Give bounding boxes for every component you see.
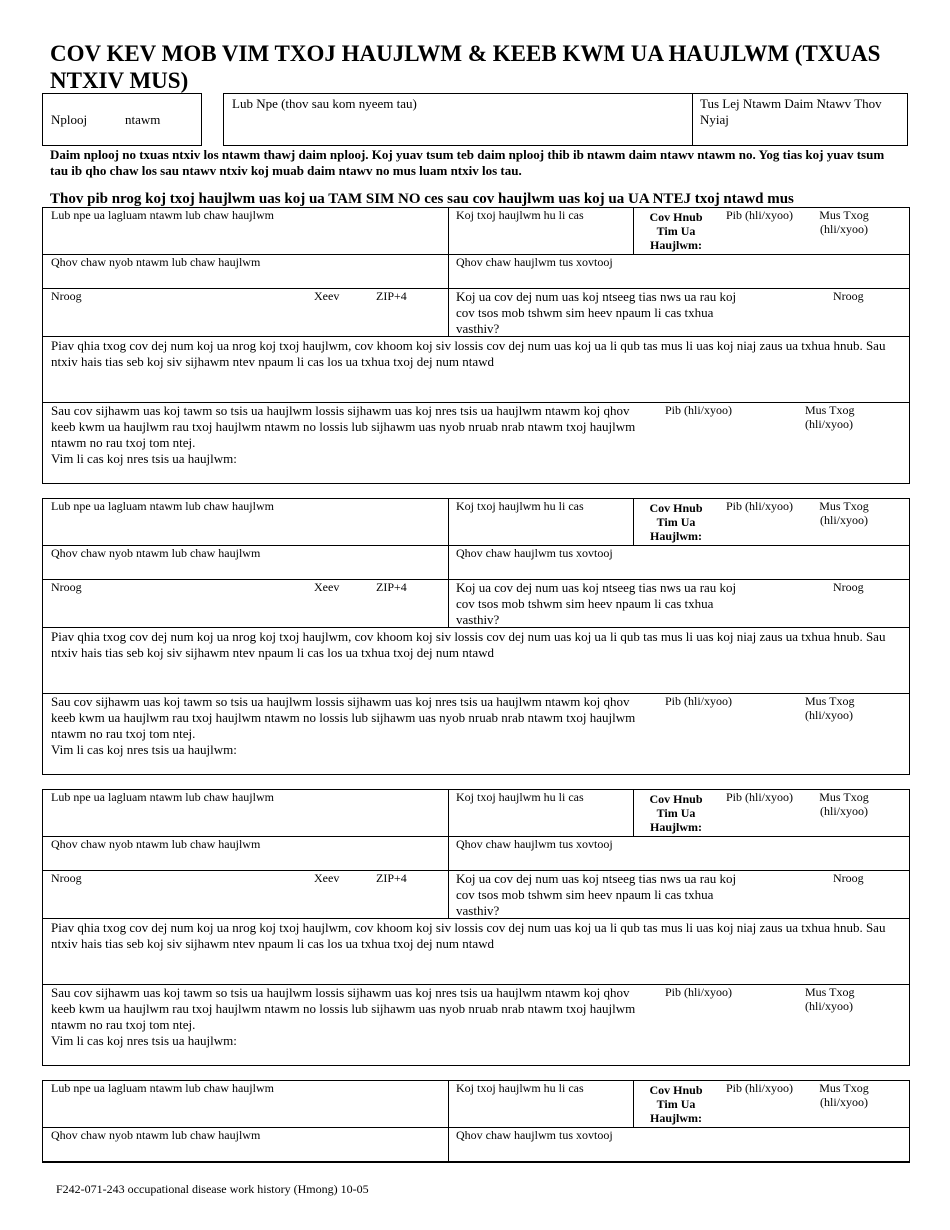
job-title-field[interactable]: Koj txoj haujlwm hu li cas [456, 499, 584, 513]
page-of-label: ntawm [125, 112, 161, 127]
exposure-city-field[interactable]: Nroog [833, 871, 864, 885]
state-field[interactable]: Xeev [314, 580, 340, 594]
name-label: Lub Npe (thov sau kom nyeem tau) [232, 96, 417, 111]
exposure-frequency-question[interactable]: Koj ua cov dej num uas koj ntseeg tias nws ua rau koj cov tsos mob tshwm sim heev npaum li cas txhua vasthiv? [456, 289, 737, 336]
work-gap-question[interactable]: Sau cov sijhawm uas koj tawm so tsis ua haujlwm lossis sijhawm uas koj nres tsis ua haujlwm ntawm koj qhov keeb kwm ua haujlwm rau txoj haujlwm ntawm no lossis lub sijhawm uas nyob nruab nrab ntawm txoj haujlwm ntawm no rau txoj tom ntej. [51, 694, 636, 741]
job-title-field[interactable]: Koj txoj haujlwm hu li cas [456, 208, 584, 222]
work-gap-question[interactable]: Sau cov sijhawm uas koj tawm so tsis ua haujlwm lossis sijhawm uas koj nres tsis ua haujlwm ntawm koj qhov keeb kwm ua haujlwm rau txoj haujlwm ntawm no lossis lub sijhawm uas nyob nruab nrab ntawm txoj haujlwm ntawm no rau txoj tom ntej. [51, 985, 636, 1032]
work-dates-label: Cov Hnub Tim Ua Haujlwm: [649, 210, 703, 252]
employer-name-field[interactable]: Lub npe ua lagluam ntawm lub chaw haujlwm [51, 499, 274, 513]
city-field[interactable]: Nroog [51, 580, 82, 594]
work-gap-reason-field[interactable]: Vim li cas koj nres tsis ua haujlwm: [51, 1033, 237, 1048]
exposure-frequency-question[interactable]: Koj ua cov dej num uas koj ntseeg tias nws ua rau koj cov tsos mob tshwm sim heev npaum li cas txhua vasthiv? [456, 871, 737, 918]
gap-start-field[interactable]: Pib (hli/xyoo) [665, 694, 733, 708]
job-duties-field[interactable]: Piav qhia txog cov dej num koj ua nrog koj txoj haujlwm, cov khoom koj siv lossis cov dej num uas koj ua li qub tas mus li uas koj niaj zaus ua txhua hnub. Sau ntxiv hais tias seb koj siv sijhawm ntev npaum li cas los ua txhua txoj dej num ntawd [51, 629, 886, 660]
employer-name-field[interactable]: Lub npe ua lagluam ntawm lub chaw haujlwm [51, 790, 274, 804]
end-date-field[interactable]: Mus Txog (hli/xyoo) [819, 208, 869, 236]
employer-address-field[interactable]: Qhov chaw nyob ntawm lub chaw haujlwm [51, 546, 261, 560]
column-divider [633, 208, 634, 254]
gap-end-field[interactable]: Mus Txog (hli/xyoo) [805, 985, 855, 1013]
start-date-field[interactable]: Pib (hli/xyoo) [726, 499, 794, 513]
job-entry-3 [42, 789, 910, 1066]
start-date-field[interactable]: Pib (hli/xyoo) [726, 790, 794, 804]
work-gap-reason-field[interactable]: Vim li cas koj nres tsis ua haujlwm: [51, 742, 237, 757]
exposure-frequency-question[interactable]: Koj ua cov dej num uas koj ntseeg tias nws ua rau koj cov tsos mob tshwm sim heev npaum li cas txhua vasthiv? [456, 580, 737, 627]
claim-number-label: Tus Lej Ntawm Daim Ntawv Thov Nyiaj [700, 96, 882, 127]
start-date-field[interactable]: Pib (hli/xyoo) [726, 208, 794, 222]
column-divider [448, 208, 449, 336]
job-title-field[interactable]: Koj txoj haujlwm hu li cas [456, 1081, 584, 1095]
end-date-field[interactable]: Mus Txog (hli/xyoo) [819, 1081, 869, 1109]
gap-end-field[interactable]: Mus Txog (hli/xyoo) [805, 694, 855, 722]
job-entry-4 [42, 1080, 910, 1163]
work-dates-label: Cov Hnub Tim Ua Haujlwm: [649, 1083, 703, 1125]
employer-phone-field[interactable]: Qhov chaw haujlwm tus xovtooj [456, 1128, 613, 1142]
job-entry-1 [42, 207, 910, 484]
section-heading: Thov pib nrog koj txoj haujlwm uas koj ua TAM SIM NO ces sau cov haujlwm uas koj ua UA NTEJ txoj ntawd mus [50, 191, 794, 207]
page-label: Nplooj [51, 112, 88, 127]
job-entry-2 [42, 498, 910, 775]
column-divider [633, 1081, 634, 1127]
state-field[interactable]: Xeev [314, 289, 340, 303]
work-dates-label: Cov Hnub Tim Ua Haujlwm: [649, 792, 703, 834]
exposure-city-field[interactable]: Nroog [833, 289, 864, 303]
job-title-field[interactable]: Koj txoj haujlwm hu li cas [456, 790, 584, 804]
gap-end-field[interactable]: Mus Txog (hli/xyoo) [805, 403, 855, 431]
zip-field[interactable]: ZIP+4 [376, 289, 407, 303]
work-gap-reason-field[interactable]: Vim li cas koj nres tsis ua haujlwm: [51, 451, 237, 466]
form-footer: F242-071-243 occupational disease work history (Hmong) 10-05 [56, 1182, 369, 1196]
work-dates-label: Cov Hnub Tim Ua Haujlwm: [649, 501, 703, 543]
name-box[interactable] [223, 93, 693, 146]
end-date-field[interactable]: Mus Txog (hli/xyoo) [819, 499, 869, 527]
zip-field[interactable]: ZIP+4 [376, 871, 407, 885]
exposure-city-field[interactable]: Nroog [833, 580, 864, 594]
column-divider [633, 790, 634, 836]
column-divider [448, 1081, 449, 1163]
claim-number-box[interactable] [692, 93, 908, 146]
page-number-box[interactable] [42, 93, 202, 146]
gap-start-field[interactable]: Pib (hli/xyoo) [665, 403, 733, 417]
employer-phone-field[interactable]: Qhov chaw haujlwm tus xovtooj [456, 546, 613, 560]
zip-field[interactable]: ZIP+4 [376, 580, 407, 594]
gap-start-field[interactable]: Pib (hli/xyoo) [665, 985, 733, 999]
form-title: COV KEV MOB VIM TXOJ HAUJLWM & KEEB KWM UA HAUJLWM (TXUAS NTXIV MUS) [50, 41, 881, 93]
employer-address-field[interactable]: Qhov chaw nyob ntawm lub chaw haujlwm [51, 255, 261, 269]
employer-phone-field[interactable]: Qhov chaw haujlwm tus xovtooj [456, 837, 613, 851]
employer-phone-field[interactable]: Qhov chaw haujlwm tus xovtooj [456, 255, 613, 269]
employer-name-field[interactable]: Lub npe ua lagluam ntawm lub chaw haujlwm [51, 208, 274, 222]
city-field[interactable]: Nroog [51, 871, 82, 885]
start-date-field[interactable]: Pib (hli/xyoo) [726, 1081, 794, 1095]
row-divider [43, 1161, 909, 1162]
column-divider [633, 499, 634, 545]
end-date-field[interactable]: Mus Txog (hli/xyoo) [819, 790, 869, 818]
job-duties-field[interactable]: Piav qhia txog cov dej num koj ua nrog koj txoj haujlwm, cov khoom koj siv lossis cov dej num uas koj ua li qub tas mus li uas koj niaj zaus ua txhua hnub. Sau ntxiv hais tias seb koj siv sijhawm ntev npaum li cas los ua txhua txoj dej num ntawd [51, 920, 886, 951]
employer-address-field[interactable]: Qhov chaw nyob ntawm lub chaw haujlwm [51, 1128, 261, 1142]
employer-address-field[interactable]: Qhov chaw nyob ntawm lub chaw haujlwm [51, 837, 261, 851]
column-divider [448, 790, 449, 918]
employer-name-field[interactable]: Lub npe ua lagluam ntawm lub chaw haujlwm [51, 1081, 274, 1095]
job-duties-field[interactable]: Piav qhia txog cov dej num koj ua nrog koj txoj haujlwm, cov khoom koj siv lossis cov dej num uas koj ua li qub tas mus li uas koj niaj zaus ua txhua hnub. Sau ntxiv hais tias seb koj siv sijhawm ntev npaum li cas los ua txhua txoj dej num ntawd [51, 338, 886, 369]
column-divider [448, 499, 449, 627]
work-gap-question[interactable]: Sau cov sijhawm uas koj tawm so tsis ua haujlwm lossis sijhawm uas koj nres tsis ua haujlwm ntawm koj qhov keeb kwm ua haujlwm rau txoj haujlwm ntawm no lossis lub sijhawm uas nyob nruab nrab ntawm txoj haujlwm ntawm no rau txoj tom ntej. [51, 403, 636, 450]
state-field[interactable]: Xeev [314, 871, 340, 885]
city-field[interactable]: Nroog [51, 289, 82, 303]
instructions: Daim nplooj no txuas ntxiv los ntawm thawj daim nplooj. Koj yuav tsum teb daim nplooj thib ib ntawm daim ntawv ntawm no. Yog tias koj yuav tsum tau ib qho chaw los sau ntawv ntxiv koj muab daim ntawv no mus luam ntxiv los tau. [50, 147, 885, 178]
